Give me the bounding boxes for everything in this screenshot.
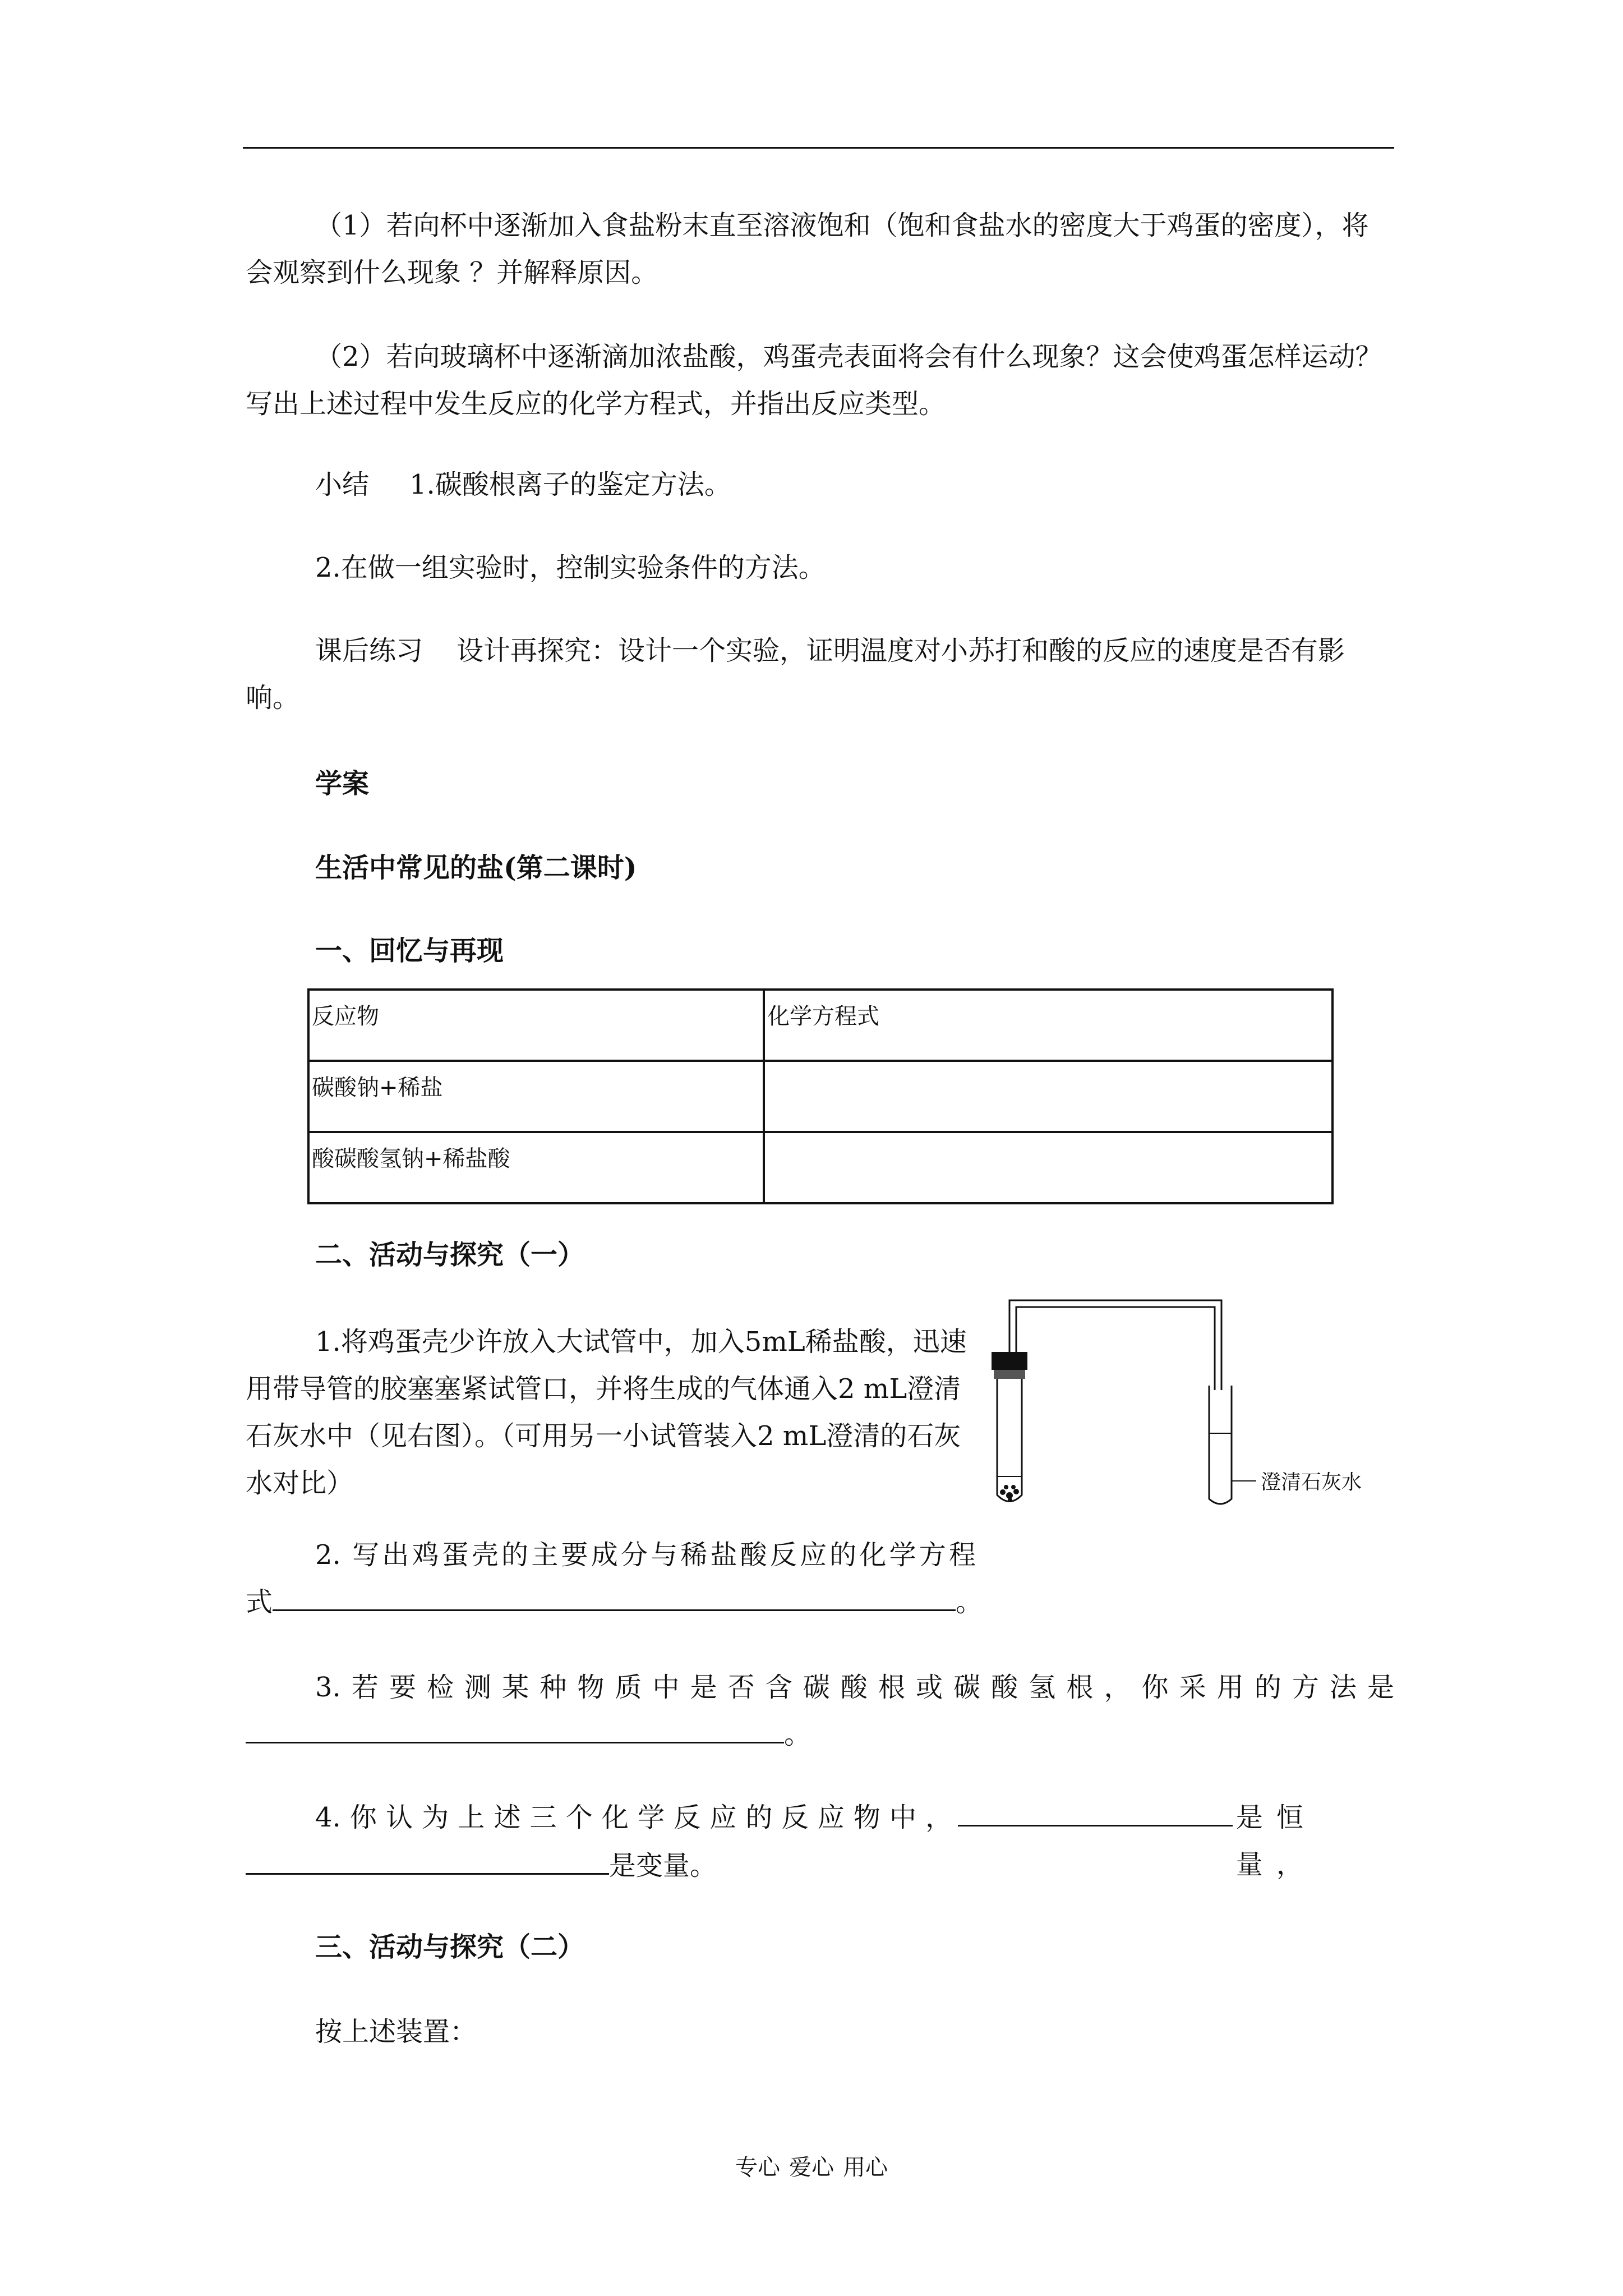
step-4-answer-line (246, 1842, 1394, 1889)
step-2-end: 。 (956, 1586, 983, 1618)
question-1: （1）若向杯中逐渐加入食盐粉末直至溶液饱和（饱和食盐水的密度大于鸡蛋的密度），将会观察到什么现象 ？并解释原因。 (246, 210, 1369, 288)
step-3-end: 。 (784, 1719, 811, 1750)
step-2-answer-line (246, 1579, 1394, 1626)
table-row (308, 1132, 1332, 1203)
table-cell (764, 1132, 1332, 1203)
summary-label: 小结 (315, 469, 370, 500)
step-4-text: 4.你认为上述三个化学反应的反应物中， (315, 1802, 953, 1833)
summary-line (246, 461, 1394, 508)
summary-item-1: 1.碳酸根离子的鉴定方法。 (409, 469, 731, 500)
reaction-table (307, 988, 1334, 1204)
table-header-cell: 化学方程式 (764, 990, 1332, 1061)
footer-text: 爱心 (789, 2155, 834, 2180)
step-4-mid: 是恒量， (1235, 1802, 1317, 1880)
step-3-answer-line (246, 1711, 1394, 1758)
apparatus-diagram (987, 1296, 1391, 1520)
step-2-lead: 2. 写出鸡蛋壳的主要成分与稀盐酸反应的化学方程 (315, 1539, 976, 1571)
exercise-paragraph (246, 627, 1394, 721)
summary-item-2: 2.在做一组实验时，控制实验条件的方法。 (315, 552, 826, 583)
table-row (308, 1061, 1332, 1132)
lesson-title: 生活中常见的盐(第二课时) (315, 852, 637, 884)
apparatus-text: 按上述装置： (315, 2016, 477, 2047)
footer-text: 用心 (843, 2155, 888, 2180)
step-2-blank[interactable] (273, 1580, 956, 1611)
table-cell (764, 1061, 1332, 1132)
section-1-heading: 一、回忆与再现 (315, 935, 504, 967)
step-4-end: 是变量。 (609, 1850, 717, 1881)
xuean-heading: 学案 (315, 768, 370, 799)
exercise-label: 课后练习 (315, 635, 423, 666)
step-1: 1.将鸡蛋壳少许放入大试管中，加入5mL稀盐酸，迅速用带导管的胶塞塞紧试管口，并将生成的气体通入2 mL澄清石灰水中（见右图）。（可用另一小试管装入2 mL澄清的石灰水对比） (246, 1326, 967, 1499)
step-3-text: 3.若要检测某种物质中是否含碳酸根或碳酸氢根，你采用的方法是 (315, 1672, 1394, 1703)
step-3-blank[interactable] (246, 1713, 784, 1743)
question-2: （2）若向玻璃杯中逐渐滴加浓盐酸，鸡蛋壳表面将会有什么现象？这会使鸡蛋怎样运动？写出上述过程中发生反应的化学方程式，并指出反应类型。 (246, 341, 1382, 420)
table-header-row (308, 990, 1332, 1061)
footer-text: 专心 (735, 2155, 780, 2180)
step-2-prefix: 式 (246, 1586, 273, 1618)
table-cell: 酸碳酸氢钠+稀盐酸 (308, 1132, 764, 1203)
header-rule (243, 147, 1394, 149)
exercise-text: 设计再探究：设计一个实验，证明温度对小苏打和酸的反应的速度是否有影响。 (246, 635, 1345, 714)
table-header-cell: 反应物 (308, 990, 764, 1061)
table-cell: 碳酸钠+稀盐 (308, 1061, 764, 1132)
section-2-heading: 二、活动与探究（一） (315, 1239, 585, 1271)
step-4-blank-1[interactable] (958, 1796, 1233, 1826)
step-4-blank-2[interactable] (246, 1844, 609, 1875)
page-footer (0, 2150, 1623, 2182)
diagram-label: 澄清石灰水 (1261, 1471, 1362, 1494)
section-3-heading: 三、活动与探究（二） (315, 1931, 585, 1963)
